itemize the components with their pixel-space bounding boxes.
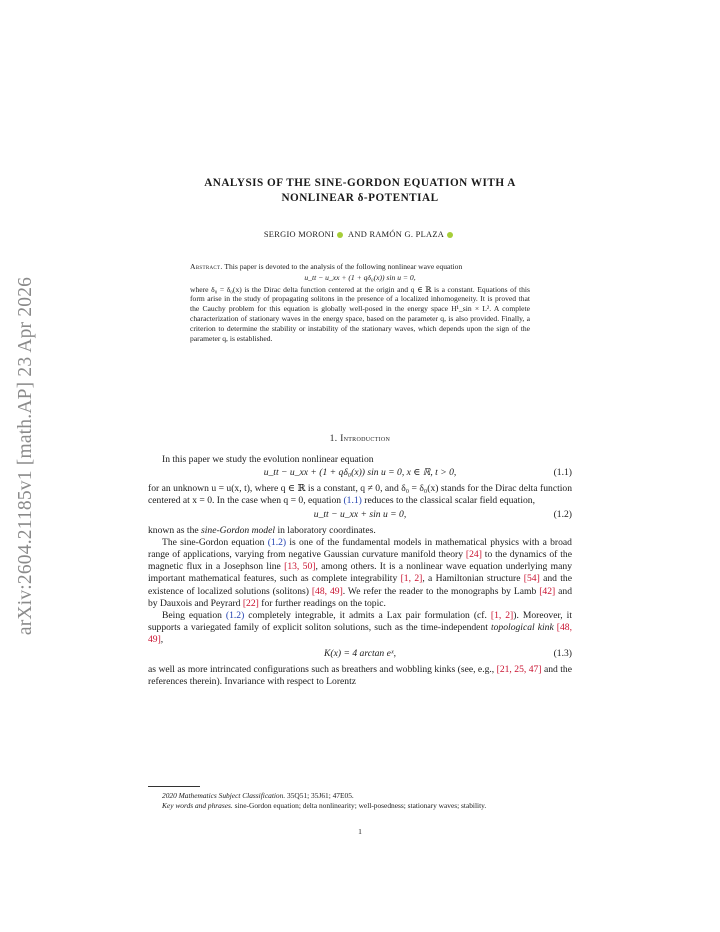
citation-link[interactable]: [48, 49] (311, 585, 343, 597)
author-1: SERGIO MORONI (263, 230, 335, 239)
author-2: RAMÓN G. PLAZA (369, 230, 445, 239)
title-line-2: NONLINEAR δ-POTENTIAL (281, 192, 439, 204)
equation-body: u_tt − u_xx + (1 + qδ₀(x)) sin u = 0, x ∈ ℝ, t > 0, (263, 467, 457, 479)
citation-link[interactable]: [42] (539, 585, 556, 597)
citation-link[interactable]: [1, 2] (400, 573, 423, 585)
paragraph (148, 537, 572, 610)
text: , among others. It is a nonlinear wave equation underlying many important mathematical features, such as complete integrability (148, 561, 572, 585)
footnote-text: sine-Gordon equation; delta nonlinearity; well-posedness; stationary waves; stability. (234, 800, 487, 810)
text: , (160, 634, 164, 646)
citation-link[interactable]: [54] (523, 573, 540, 585)
abstract-label: Abstract. (190, 262, 223, 271)
equation-1-2 (148, 509, 572, 523)
section-number: 1. (329, 433, 338, 443)
footnote-text: 35Q51; 35J61; 47E05. (287, 791, 354, 800)
section-title: Introduction (340, 433, 391, 443)
text: in laboratory coordinates. (277, 524, 376, 536)
text: and the existence of localized solutions (solitons) (148, 573, 572, 597)
text: , a Hamiltonian structure (422, 573, 521, 585)
text: Being equation (162, 610, 222, 622)
paragraph (148, 483, 572, 507)
arxiv-identifier: arXiv:2604.21185v1 [math.AP] 23 Apr 2026 (15, 276, 36, 636)
text: . We refer the reader to the monographs by Lamb (342, 585, 537, 597)
paragraph (148, 664, 572, 688)
footnote-msc (148, 791, 572, 801)
text: known as the (148, 524, 199, 536)
paragraph (148, 610, 572, 647)
text: completely integrable, it admits a Lax pair formulation (cf. (248, 610, 487, 622)
paper-title (148, 176, 572, 206)
abstract-equation: u_tt − u_xx + (1 + qδ₀(x)) sin u = 0, (304, 272, 416, 282)
text: and the references therein). Invariance with respect to Lorentz (148, 663, 572, 687)
emphasis: sine-Gordon model (201, 524, 276, 536)
equation-body: K(x) = 4 arctan eˣ, (324, 647, 396, 659)
equation-link[interactable]: (1.2) (225, 610, 245, 622)
text: to the dynamics of the magnetic flux in a Josephson line (148, 549, 572, 573)
equation-number: (1.2) (553, 508, 572, 520)
text: for an unknown u = u(x, t), where q ∈ ℝ is a constant, q ≠ 0, and δ₀ = δ₀(x) stands for the Dirac delta function centered at x = 0. In the case when q = 0, equation (148, 483, 572, 507)
equation-body: u_tt − u_xx + sin u = 0, (313, 508, 407, 520)
text: and by Dauxois and Peyrard (148, 585, 572, 609)
equation-link[interactable]: (1.1) (343, 495, 362, 507)
page-number: 1 (358, 827, 362, 836)
emphasis: topological kink (490, 622, 554, 634)
abstract-text-1: This paper is devoted to the analysis of the following nonlinear wave equation (224, 262, 463, 271)
footnote-label: 2020 Mathematics Subject Classification. (162, 791, 286, 800)
text: for further readings on the topic. (261, 597, 386, 609)
text: reduces to the classical scalar field equation, (364, 495, 535, 507)
title-line-1: ANALYSIS OF THE SINE-GORDON EQUATION WITH A (204, 177, 516, 189)
abstract-text-2: where δ₀ = δ₀(x) is the Dirac delta function centered at the origin and q ∈ ℝ is a constant. Equations of this form arise in the study of propagating solitons in the presence of a localized inhomogeneity. It is proved that the Cauchy problem for this equation is globally well-posed in the energy space H¹_sin × L². A complete characterization of stationary waves in the energy space, based on the parameter q, is also provided. Finally, a criterion to determine the stability or instability of the stationary waves, which depends upon the sign of the parameter q, is established. (190, 284, 530, 343)
author-line (148, 230, 572, 239)
orcid-icon[interactable] (447, 232, 453, 238)
citation-link[interactable]: [22] (242, 597, 259, 609)
abstract (190, 262, 530, 343)
section-heading (148, 433, 572, 443)
footnotes (148, 791, 572, 810)
citation-link[interactable]: [21, 25, 47] (496, 663, 542, 675)
text: is one of the fundamental models in mathematical physics with a broad range of applications, varying from negative Gaussian curvature manifold theory (148, 536, 572, 561)
arxiv-sidebar (8, 246, 44, 666)
equation-1-3 (148, 648, 572, 662)
text: as well as more intrincated configurations such as breathers and wobbling kinks (see, e.g., (148, 663, 495, 675)
equation-1-1 (148, 467, 572, 481)
citation-link[interactable]: [24] (465, 549, 482, 561)
citation-link[interactable]: [48, 49] (148, 622, 572, 646)
main-text (148, 454, 572, 688)
equation-number: (1.1) (553, 467, 572, 479)
citation-link[interactable]: [13, 50] (284, 561, 316, 573)
footnote-label: Key words and phrases. (162, 800, 233, 810)
footnote-keywords (148, 801, 572, 811)
footnote-rule (148, 786, 200, 787)
citation-link[interactable]: [1, 2] (490, 610, 514, 622)
equation-link[interactable]: (1.2) (267, 536, 287, 548)
author-conjunction: AND (348, 230, 368, 239)
text: ). Moreover, it supports a variegated family of explicit soliton solutions, such as the time-independent (148, 610, 572, 634)
equation-number: (1.3) (553, 647, 572, 659)
orcid-icon[interactable] (337, 232, 343, 238)
text: The sine-Gordon equation (162, 536, 265, 548)
paragraph: In this paper we study the evolution nonlinear equation (162, 454, 374, 465)
paragraph (148, 525, 572, 537)
